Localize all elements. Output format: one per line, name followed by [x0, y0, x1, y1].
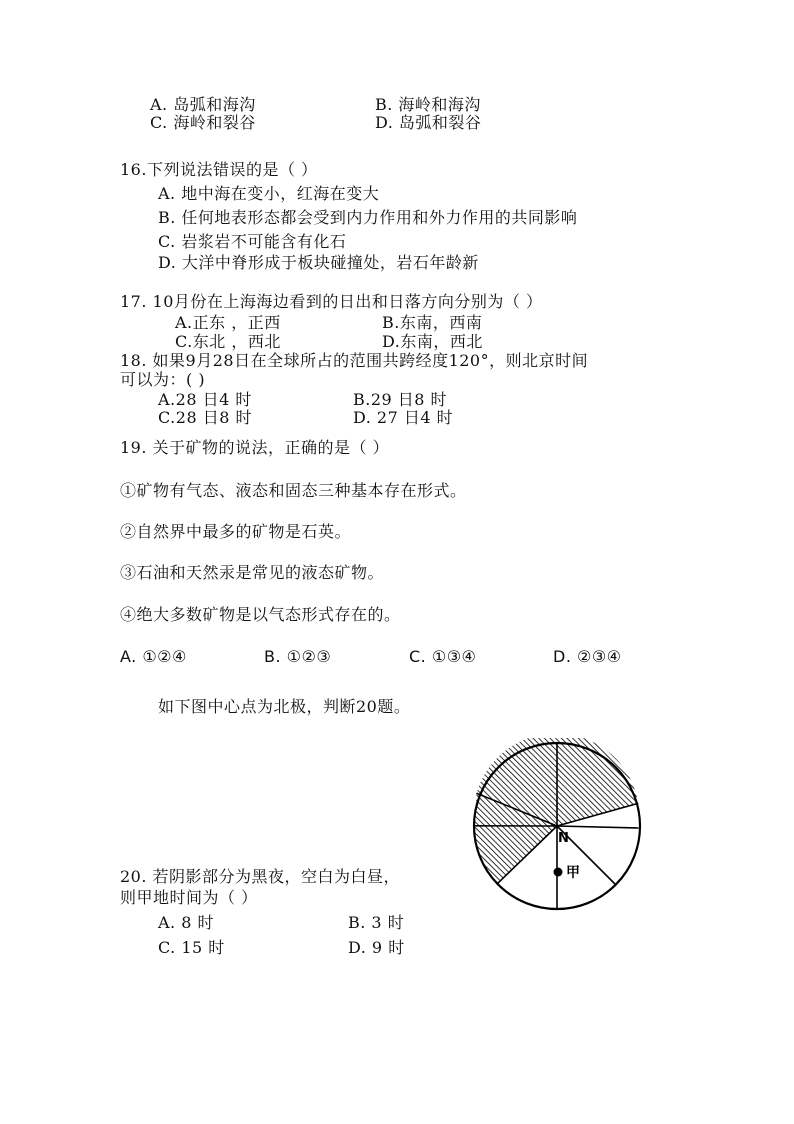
q17-option-d: D.东南，西北	[382, 332, 483, 351]
q17-option-a: A.正东 ，正西	[175, 313, 281, 332]
point-jia-marker	[554, 868, 563, 877]
night-sector-lower	[475, 826, 557, 885]
q19-option-a: A. ①②④	[120, 647, 187, 666]
q16-option-d: D. 大洋中脊形成于板块碰撞处，岩石年龄新	[158, 253, 479, 272]
q20-option-b: B. 3 时	[348, 913, 405, 932]
q20-stem: 20. 若阴影部分为黑夜，空白为白昼，	[120, 867, 401, 886]
q18-stem: 18. 如果9月28日在全球所占的范围共跨经度120°，则北京时间	[120, 351, 589, 370]
q19-statement-2: ②自然界中最多的矿物是石英。	[120, 522, 352, 541]
q16-stem: 16.下列说法错误的是（ ）	[120, 160, 318, 179]
q20-stem-line2: 则甲地时间为（ ）	[120, 888, 258, 907]
q19-stem: 19. 关于矿物的说法，正确的是（ ）	[120, 438, 390, 457]
q15-option-d: D. 岛弧和裂谷	[375, 113, 482, 132]
q19-option-b: B. ①②③	[264, 647, 332, 666]
point-jia-label: 甲	[566, 865, 580, 881]
q20-option-c: C. 15 时	[158, 938, 225, 957]
north-pole-label: N	[558, 831, 569, 846]
q19-statement-1: ①矿物有气态、液态和固态三种基本存在形式。	[120, 481, 467, 500]
q20-intro: 如下图中心点为北极，判断20题。	[158, 697, 411, 716]
q18-option-a: A.28 日4 时	[158, 390, 252, 409]
q15-option-a: A. 岛弧和海沟	[150, 95, 256, 114]
q19-statement-3: ③石油和天然汞是常见的液态矿物。	[120, 563, 385, 582]
polar-diagram	[470, 738, 650, 918]
q15-option-b: B. 海岭和海沟	[375, 95, 481, 114]
q16-option-a: A. 地中海在变小，红海在变大	[158, 184, 380, 203]
q20-option-a: A. 8 时	[158, 913, 214, 932]
q17-option-b: B.东南，西南	[382, 313, 483, 332]
q20-option-d: D. 9 时	[348, 938, 405, 957]
q16-option-b: B. 任何地表形态都会受到内力作用和外力作用的共同影响	[158, 208, 578, 227]
q15-option-c: C. 海岭和裂谷	[150, 113, 256, 132]
q17-option-c: C.东北 ，西北	[175, 332, 281, 351]
q18-option-c: C.28 日8 时	[158, 408, 252, 427]
q19-option-d: D. ②③④	[553, 647, 622, 666]
q19-statement-4: ④绝大多数矿物是以气态形式存在的。	[120, 605, 401, 624]
q18-option-d: D. 27 日4 时	[353, 408, 454, 427]
q18-option-b: B.29 日8 时	[353, 390, 448, 409]
q18-stem-line2: 可以为：( )	[120, 370, 206, 389]
q19-option-c: C. ①③④	[409, 647, 477, 666]
q16-option-c: C. 岩浆岩不可能含有化石	[158, 232, 347, 251]
q17-stem: 17. 10月份在上海海边看到的日出和日落方向分别为（ ）	[120, 292, 543, 311]
polar-diagram-svg	[470, 738, 650, 918]
